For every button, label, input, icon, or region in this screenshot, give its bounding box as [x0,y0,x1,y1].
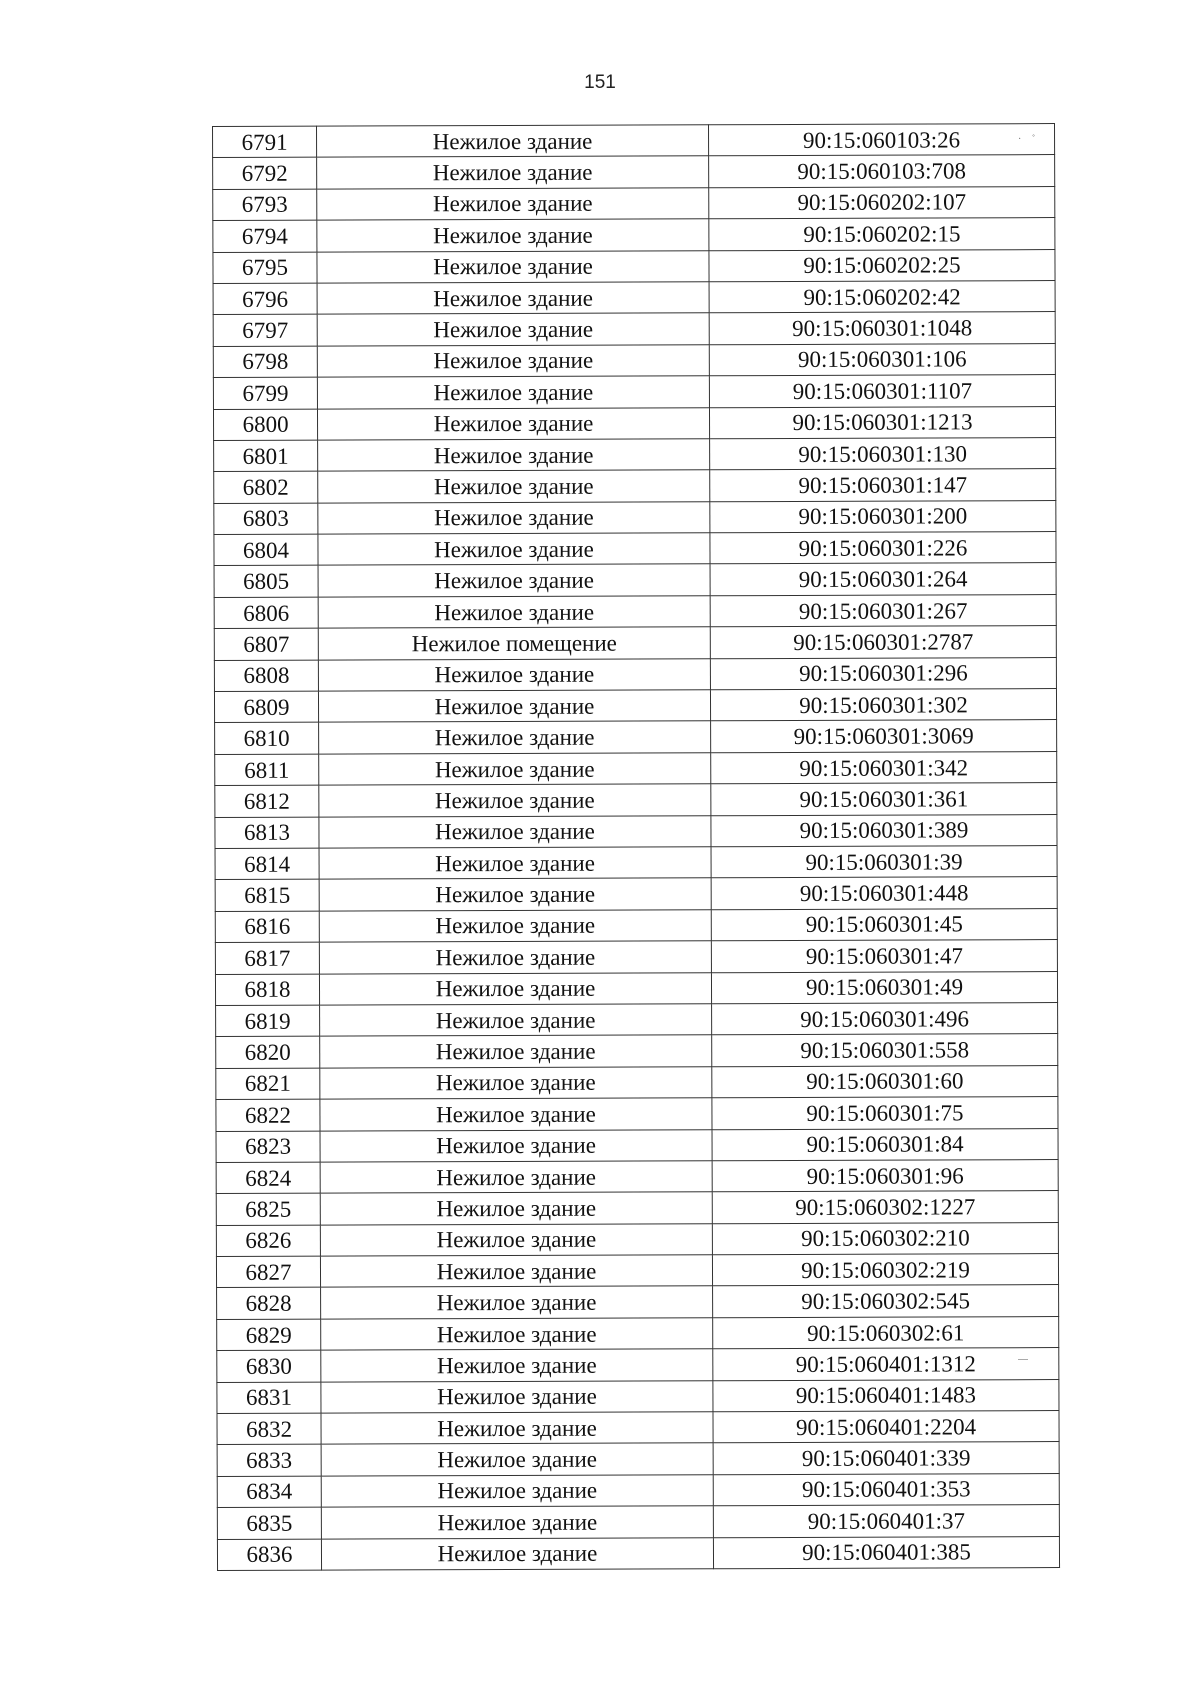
table-row [213,249,1055,283]
row-number-cell: 6801 [214,440,318,472]
object-type-cell: Нежилое здание [320,1066,712,1099]
cadastral-number-cell: 90:15:060301:558 [712,1034,1058,1067]
table-row [217,1348,1059,1382]
table-row [213,186,1055,220]
table-row [217,1316,1059,1350]
table-row [216,1159,1058,1193]
row-number-cell: 6825 [216,1193,320,1225]
row-number-cell: 6826 [216,1225,320,1257]
object-type-cell: Нежилое здание [319,972,711,1005]
cadastral-number-cell: 90:15:060202:25 [709,249,1055,282]
object-type-cell: Нежилое здание [320,1192,712,1225]
cadastral-number-cell: 90:15:060302:1227 [712,1191,1058,1224]
cadastral-number-cell: 90:15:060401:385 [713,1536,1059,1569]
table-row [214,532,1056,566]
table-row [217,1379,1059,1413]
cadastral-number-cell: 90:15:060301:264 [710,563,1056,596]
row-number-cell: 6795 [213,252,317,284]
row-number-cell: 6805 [214,566,318,598]
cadastral-number-cell: 90:15:060302:545 [713,1285,1059,1318]
row-number-cell: 6818 [215,974,319,1006]
row-number-cell: 6820 [216,1036,320,1068]
table-row [217,1442,1059,1476]
object-type-cell: Нежилое здание [318,596,710,629]
row-number-cell: 6816 [215,911,319,943]
row-number-cell: 6830 [217,1350,321,1382]
table-row [215,783,1057,817]
cadastral-number-cell: 90:15:060301:60 [712,1065,1058,1098]
cadastral-table [212,123,1060,1571]
table-row [216,1191,1058,1225]
object-type-cell: Нежилое здание [321,1349,713,1382]
table-row [215,877,1057,911]
cadastral-number-cell: 90:15:060301:389 [711,814,1057,847]
row-number-cell: 6803 [214,503,318,535]
cadastral-number-cell: 90:15:060103:708 [709,155,1055,188]
object-type-cell: Нежилое здание [320,1223,712,1256]
cadastral-number-cell: 90:15:060401:339 [713,1442,1059,1475]
object-type-cell: Нежилое здание [318,690,710,723]
table-row [216,1254,1058,1288]
row-number-cell: 6800 [213,409,317,441]
object-type-cell: Нежилое здание [319,941,711,974]
cadastral-number-cell: 90:15:060401:37 [713,1505,1059,1538]
object-type-cell: Нежилое здание [321,1475,713,1508]
row-number-cell: 6821 [216,1068,320,1100]
table-body [213,124,1060,1571]
object-type-cell: Нежилое здание [320,1035,712,1068]
cadastral-number-cell: 90:15:060301:496 [712,1002,1058,1035]
table-row [216,1222,1058,1256]
cadastral-number-cell: 90:15:060301:106 [709,343,1055,376]
table-row [215,814,1057,848]
object-type-cell: Нежилое здание [321,1286,713,1319]
object-type-cell: Нежилое здание [321,1380,713,1413]
scan-speck: · ˚ [1018,134,1040,145]
object-type-cell: Нежилое помещение [318,627,710,660]
row-number-cell: 6815 [215,880,319,912]
row-number-cell: 6829 [217,1319,321,1351]
table-row [215,751,1057,785]
object-type-cell: Нежилое здание [321,1443,713,1476]
row-number-cell: 6834 [217,1476,321,1508]
table-row [215,720,1057,754]
cadastral-number-cell: 90:15:060301:2787 [710,626,1056,659]
table-row [213,281,1055,315]
cadastral-number-cell: 90:15:060202:42 [709,281,1055,314]
object-type-cell: Нежилое здание [319,721,711,754]
row-number-cell: 6827 [216,1256,320,1288]
row-number-cell: 6793 [213,189,317,221]
cadastral-number-cell: 90:15:060301:45 [711,908,1057,941]
object-type-cell: Нежилое здание [317,125,709,158]
object-type-cell: Нежилое здание [320,1129,712,1162]
table-row [213,155,1055,189]
row-number-cell: 6791 [213,126,317,158]
table-row [217,1285,1059,1319]
row-number-cell: 6817 [215,942,319,974]
object-type-cell: Нежилое здание [319,878,711,911]
object-type-cell: Нежилое здание [321,1412,713,1445]
table-row [214,469,1056,503]
row-number-cell: 6802 [214,471,318,503]
table-row [214,594,1056,628]
row-number-cell: 6806 [214,597,318,629]
object-type-cell: Нежилое здание [317,313,709,346]
cadastral-number-cell: 90:15:060301:39 [711,846,1057,879]
table-row [216,1002,1058,1036]
table-row [214,657,1056,691]
cadastral-number-cell: 90:15:060301:448 [711,877,1057,910]
object-type-cell: Нежилое здание [317,344,709,377]
table-row [216,1128,1058,1162]
row-number-cell: 6822 [216,1099,320,1131]
object-type-cell: Нежилое здание [319,784,711,817]
object-type-cell: Нежилое здание [320,1255,712,1288]
object-type-cell: Нежилое здание [317,219,709,252]
cadastral-number-cell: 90:15:060301:84 [712,1128,1058,1161]
row-number-cell: 6814 [215,848,319,880]
row-number-cell: 6836 [217,1539,321,1571]
table-row [213,406,1055,440]
object-type-cell: Нежилое здание [321,1318,713,1351]
table-row [216,1065,1058,1099]
cadastral-number-cell: 90:15:060302:210 [712,1222,1058,1255]
row-number-cell: 6810 [215,723,319,755]
table-row [213,375,1055,409]
row-number-cell: 6799 [213,377,317,409]
row-number-cell: 6823 [216,1131,320,1163]
object-type-cell: Нежилое здание [320,1004,712,1037]
object-type-cell: Нежилое здание [317,407,709,440]
row-number-cell: 6797 [213,314,317,346]
cadastral-number-cell: 90:15:060301:75 [712,1097,1058,1130]
row-number-cell: 6813 [215,817,319,849]
cadastral-number-cell: 90:15:060301:302 [710,689,1056,722]
object-type-cell: Нежилое здание [318,470,710,503]
cadastral-number-cell: 90:15:060301:267 [710,594,1056,627]
cadastral-number-cell: 90:15:060301:47 [711,940,1057,973]
object-type-cell: Нежилое здание [318,533,710,566]
table-row [215,940,1057,974]
object-type-cell: Нежилое здание [320,1161,712,1194]
object-type-cell: Нежилое здание [317,282,709,315]
table-row [217,1411,1059,1445]
row-number-cell: 6811 [215,754,319,786]
row-number-cell: 6794 [213,220,317,252]
object-type-cell: Нежилое здание [317,188,709,221]
cadastral-number-cell: 90:15:060301:130 [710,437,1056,470]
object-type-cell: Нежилое здание [319,910,711,943]
cadastral-number-cell: 90:15:060202:15 [709,218,1055,251]
cadastral-number-cell: 90:15:060301:361 [711,783,1057,816]
object-type-cell: Нежилое здание [318,439,710,472]
page-number: 151 [584,72,616,93]
object-type-cell: Нежилое здание [320,1098,712,1131]
table-row [215,908,1057,942]
cadastral-number-cell: 90:15:060103:26 [708,124,1054,157]
row-number-cell: 6796 [213,283,317,315]
cadastral-number-cell: 90:15:060301:1048 [709,312,1055,345]
table-row [214,437,1056,471]
cadastral-number-cell: 90:15:060301:49 [711,971,1057,1004]
table-row [216,1097,1058,1131]
object-type-cell: Нежилое здание [319,815,711,848]
table-row [217,1536,1059,1570]
cadastral-number-cell: 90:15:060301:96 [712,1159,1058,1192]
cadastral-number-cell: 90:15:060401:1312 [713,1348,1059,1381]
cadastral-number-cell: 90:15:060301:200 [710,500,1056,533]
cadastral-number-cell: 90:15:060302:61 [713,1316,1059,1349]
object-type-cell: Нежилое здание [317,156,709,189]
cadastral-number-cell: 90:15:060301:296 [710,657,1056,690]
cadastral-number-cell: 90:15:060301:226 [710,532,1056,565]
object-type-cell: Нежилое здание [321,1537,713,1570]
table-container [212,123,1060,1571]
cadastral-number-cell: 90:15:060301:1107 [709,375,1055,408]
row-number-cell: 6819 [216,1005,320,1037]
table-row [214,689,1056,723]
cadastral-number-cell: 90:15:060202:107 [709,186,1055,219]
object-type-cell: Нежилое здание [318,658,710,691]
row-number-cell: 6812 [215,785,319,817]
row-number-cell: 6792 [213,158,317,190]
object-type-cell: Нежилое здание [317,250,709,283]
object-type-cell: Нежилое здание [318,564,710,597]
cadastral-number-cell: 90:15:060301:1213 [709,406,1055,439]
table-row [217,1505,1059,1539]
cadastral-number-cell: 90:15:060401:1483 [713,1379,1059,1412]
cadastral-number-cell: 90:15:060301:147 [710,469,1056,502]
table-row [213,343,1055,377]
row-number-cell: 6833 [217,1445,321,1477]
object-type-cell: Нежилое здание [317,376,709,409]
row-number-cell: 6828 [217,1288,321,1320]
row-number-cell: 6804 [214,534,318,566]
table-row [216,1034,1058,1068]
table-row [213,312,1055,346]
table-row [215,971,1057,1005]
cadastral-number-cell: 90:15:060301:3069 [711,720,1057,753]
table-row [214,563,1056,597]
object-type-cell: Нежилое здание [318,501,710,534]
table-row [217,1473,1059,1507]
row-number-cell: 6808 [214,660,318,692]
object-type-cell: Нежилое здание [319,753,711,786]
cadastral-number-cell: 90:15:060302:219 [712,1254,1058,1287]
table-row [215,846,1057,880]
row-number-cell: 6807 [214,628,318,660]
row-number-cell: 6798 [213,346,317,378]
row-number-cell: 6832 [217,1413,321,1445]
table-row [214,626,1056,660]
table-row [214,500,1056,534]
row-number-cell: 6835 [217,1507,321,1539]
cadastral-number-cell: 90:15:060401:353 [713,1473,1059,1506]
table-row [213,124,1055,158]
object-type-cell: Нежилое здание [321,1506,713,1539]
row-number-cell: 6824 [216,1162,320,1194]
row-number-cell: 6831 [217,1382,321,1414]
cadastral-number-cell: 90:15:060401:2204 [713,1411,1059,1444]
cadastral-number-cell: 90:15:060301:342 [711,751,1057,784]
table-row [213,218,1055,252]
row-number-cell: 6809 [214,691,318,723]
object-type-cell: Нежилое здание [319,847,711,880]
